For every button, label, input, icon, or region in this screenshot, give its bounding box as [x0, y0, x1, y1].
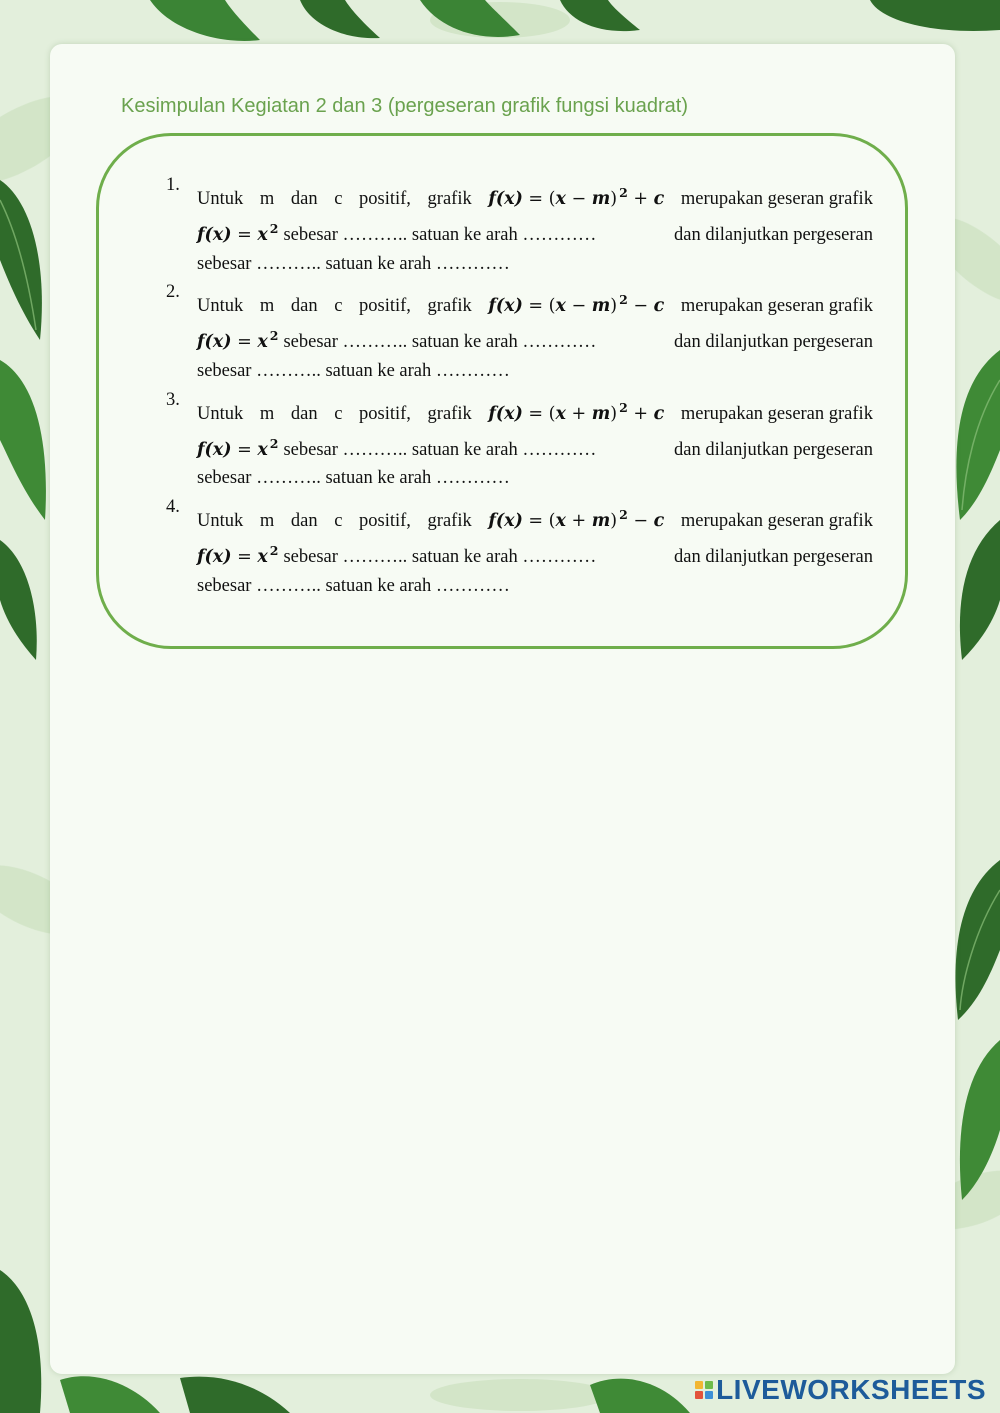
shift-blank-1[interactable]: sebesar ……….. satuan ke arah ………… [283, 332, 597, 353]
lead-word: Untuk [197, 511, 244, 532]
base-formula: f(x) = x $^2$ [197, 435, 279, 460]
lead-word: positif, [359, 511, 411, 532]
lead-word: c [334, 189, 343, 209]
item-number: 2. [166, 282, 180, 303]
lead-word: m [259, 403, 275, 424]
lead-word: m [259, 511, 275, 532]
lead-word: m [259, 189, 275, 209]
item-line-1 [197, 390, 873, 426]
shift-blank-2[interactable]: sebesar ……….. satuan ke arah ………… [197, 360, 510, 381]
logo-square-v [695, 1391, 703, 1399]
lead-word: grafik [427, 296, 472, 317]
shift-blank-1[interactable]: sebesar ……….. satuan ke arah ………… [283, 439, 597, 460]
lead-word: grafik [427, 189, 472, 209]
shift-blank-1[interactable]: sebesar ……….. satuan ke arah ………… [283, 546, 597, 567]
continuation-text: dan dilanjutkan pergeseran [674, 332, 873, 353]
shifted-formula: f(x) = (x + m) $^2$ + c [488, 399, 665, 424]
liveworksheets-logo-icon [695, 1381, 713, 1399]
item-number: 1. [166, 175, 180, 195]
shift-blank-2[interactable]: sebesar ……….. satuan ke arah ………… [197, 575, 510, 596]
lead-word: dan [290, 403, 318, 424]
logo-text: LIVEWORKSHEETS [716, 1374, 986, 1405]
item-number: 3. [166, 389, 180, 410]
lead-word: dan [290, 296, 318, 317]
lead-word: c [334, 511, 343, 532]
shifted-formula: f(x) = (x − m) $^2$ − c [488, 292, 665, 317]
item-line-1 [197, 175, 873, 211]
conclusion-item [160, 282, 873, 389]
base-formula: f(x) = x $^2$ [197, 542, 279, 567]
continuation-text: dan dilanjutkan pergeseran [674, 439, 873, 460]
item-line-1 [197, 282, 873, 318]
lead-word: Untuk [197, 189, 244, 209]
shifted-formula: f(x) = (x + m) $^2$ − c [488, 507, 665, 532]
lead-word: grafik [427, 403, 472, 424]
shifted-formula: f(x) = (x − m) $^2$ + c [488, 185, 665, 209]
item-tail: merupakan geseran grafik [680, 189, 873, 209]
item-tail: merupakan geseran grafik [680, 403, 873, 424]
lead-word: Untuk [197, 296, 244, 317]
lead-word: c [334, 403, 343, 424]
conclusion-item [160, 497, 873, 604]
logo-square-e [705, 1391, 713, 1399]
conclusion-item [160, 175, 873, 282]
lead-word: positif, [359, 189, 411, 209]
shift-blank-2[interactable]: sebesar ……….. satuan ke arah ………… [197, 253, 510, 274]
item-tail: merupakan geseran grafik [680, 511, 873, 532]
shift-blank-1[interactable]: sebesar ……….. satuan ke arah ………… [283, 224, 597, 245]
lead-word: m [259, 296, 275, 317]
lead-word: c [334, 296, 343, 317]
section-heading: Kesimpulan Kegiatan 2 dan 3 (pergeseran grafik fungsi kuadrat) [121, 95, 689, 117]
lead-word: Untuk [197, 403, 244, 424]
item-number: 4. [166, 497, 180, 518]
logo-square-i [705, 1381, 713, 1389]
conclusion-item [160, 390, 873, 497]
continuation-text: dan dilanjutkan pergeseran [674, 224, 873, 245]
base-formula: f(x) = x $^2$ [197, 220, 279, 245]
shift-blank-2[interactable]: sebesar ……….. satuan ke arah ………… [197, 468, 510, 489]
base-formula: f(x) = x $^2$ [197, 328, 279, 353]
lead-word: positif, [359, 296, 411, 317]
liveworksheets-logo[interactable] [695, 1375, 986, 1405]
continuation-text: dan dilanjutkan pergeseran [674, 546, 873, 567]
logo-square-l [695, 1381, 703, 1389]
lead-word: dan [290, 189, 318, 209]
conclusion-list [160, 175, 873, 605]
lead-word: grafik [427, 511, 472, 532]
lead-word: positif, [359, 403, 411, 424]
lead-word: dan [290, 511, 318, 532]
item-line-1 [197, 497, 873, 533]
item-tail: merupakan geseran grafik [680, 296, 873, 317]
